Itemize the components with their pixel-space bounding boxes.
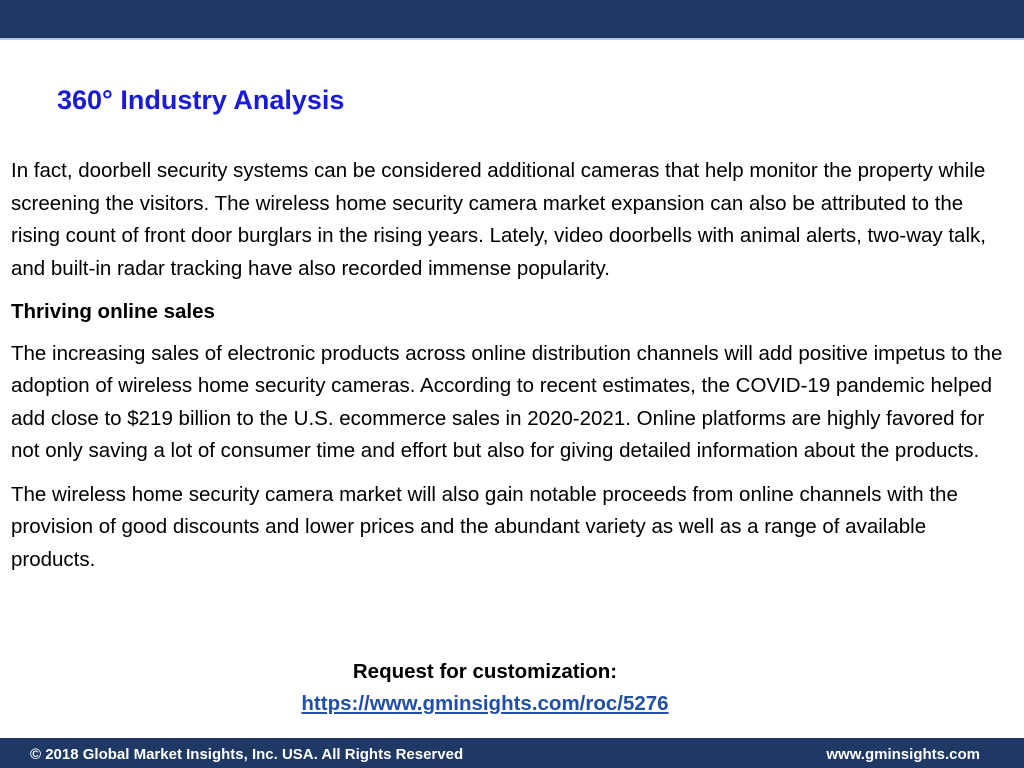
online-sales-paragraph: The increasing sales of electronic products across online distribution channels will add positive impetus to the adoption of wireless home security cameras. According to recent estimates, the COVID-19 pandemic helped add close to $219 billion to the U.S. ecommerce sales in 2020-2021. Online platforms are highly favored for not only saving a lot of consumer time and effort but also for giving detailed information about the products.	[11, 341, 1003, 462]
customization-link[interactable]: https://www.gminsights.com/roc/5276	[301, 692, 669, 715]
customization-request	[0, 656, 970, 720]
slide-body	[11, 155, 1016, 587]
copyright-text: © 2018 Global Market Insights, Inc. USA. All Rights Reserved	[30, 746, 464, 763]
header-bar	[0, 0, 1024, 40]
customization-label: Request for customization:	[352, 660, 618, 683]
proceeds-paragraph: The wireless home security camera market will also gain notable proceeds from online channels with the provision of good discounts and lower prices and the abundant variety as well as a range of available products.	[11, 482, 958, 571]
section-subheading: Thriving online sales	[11, 300, 215, 323]
slide-title: 360° Industry Analysis	[57, 85, 345, 115]
website-text: www.gminsights.com	[826, 746, 980, 763]
footer-bar	[0, 738, 1024, 768]
intro-paragraph: In fact, doorbell security systems can be considered additional cameras that help monitor the property while screening the visitors. The wireless home security camera market expansion can also be attributed to the rising count of front door burglars in the rising years. Lately, video doorbells with animal alerts, two-way talk, and built-in radar tracking have also recorded immense popularity.	[11, 159, 986, 280]
